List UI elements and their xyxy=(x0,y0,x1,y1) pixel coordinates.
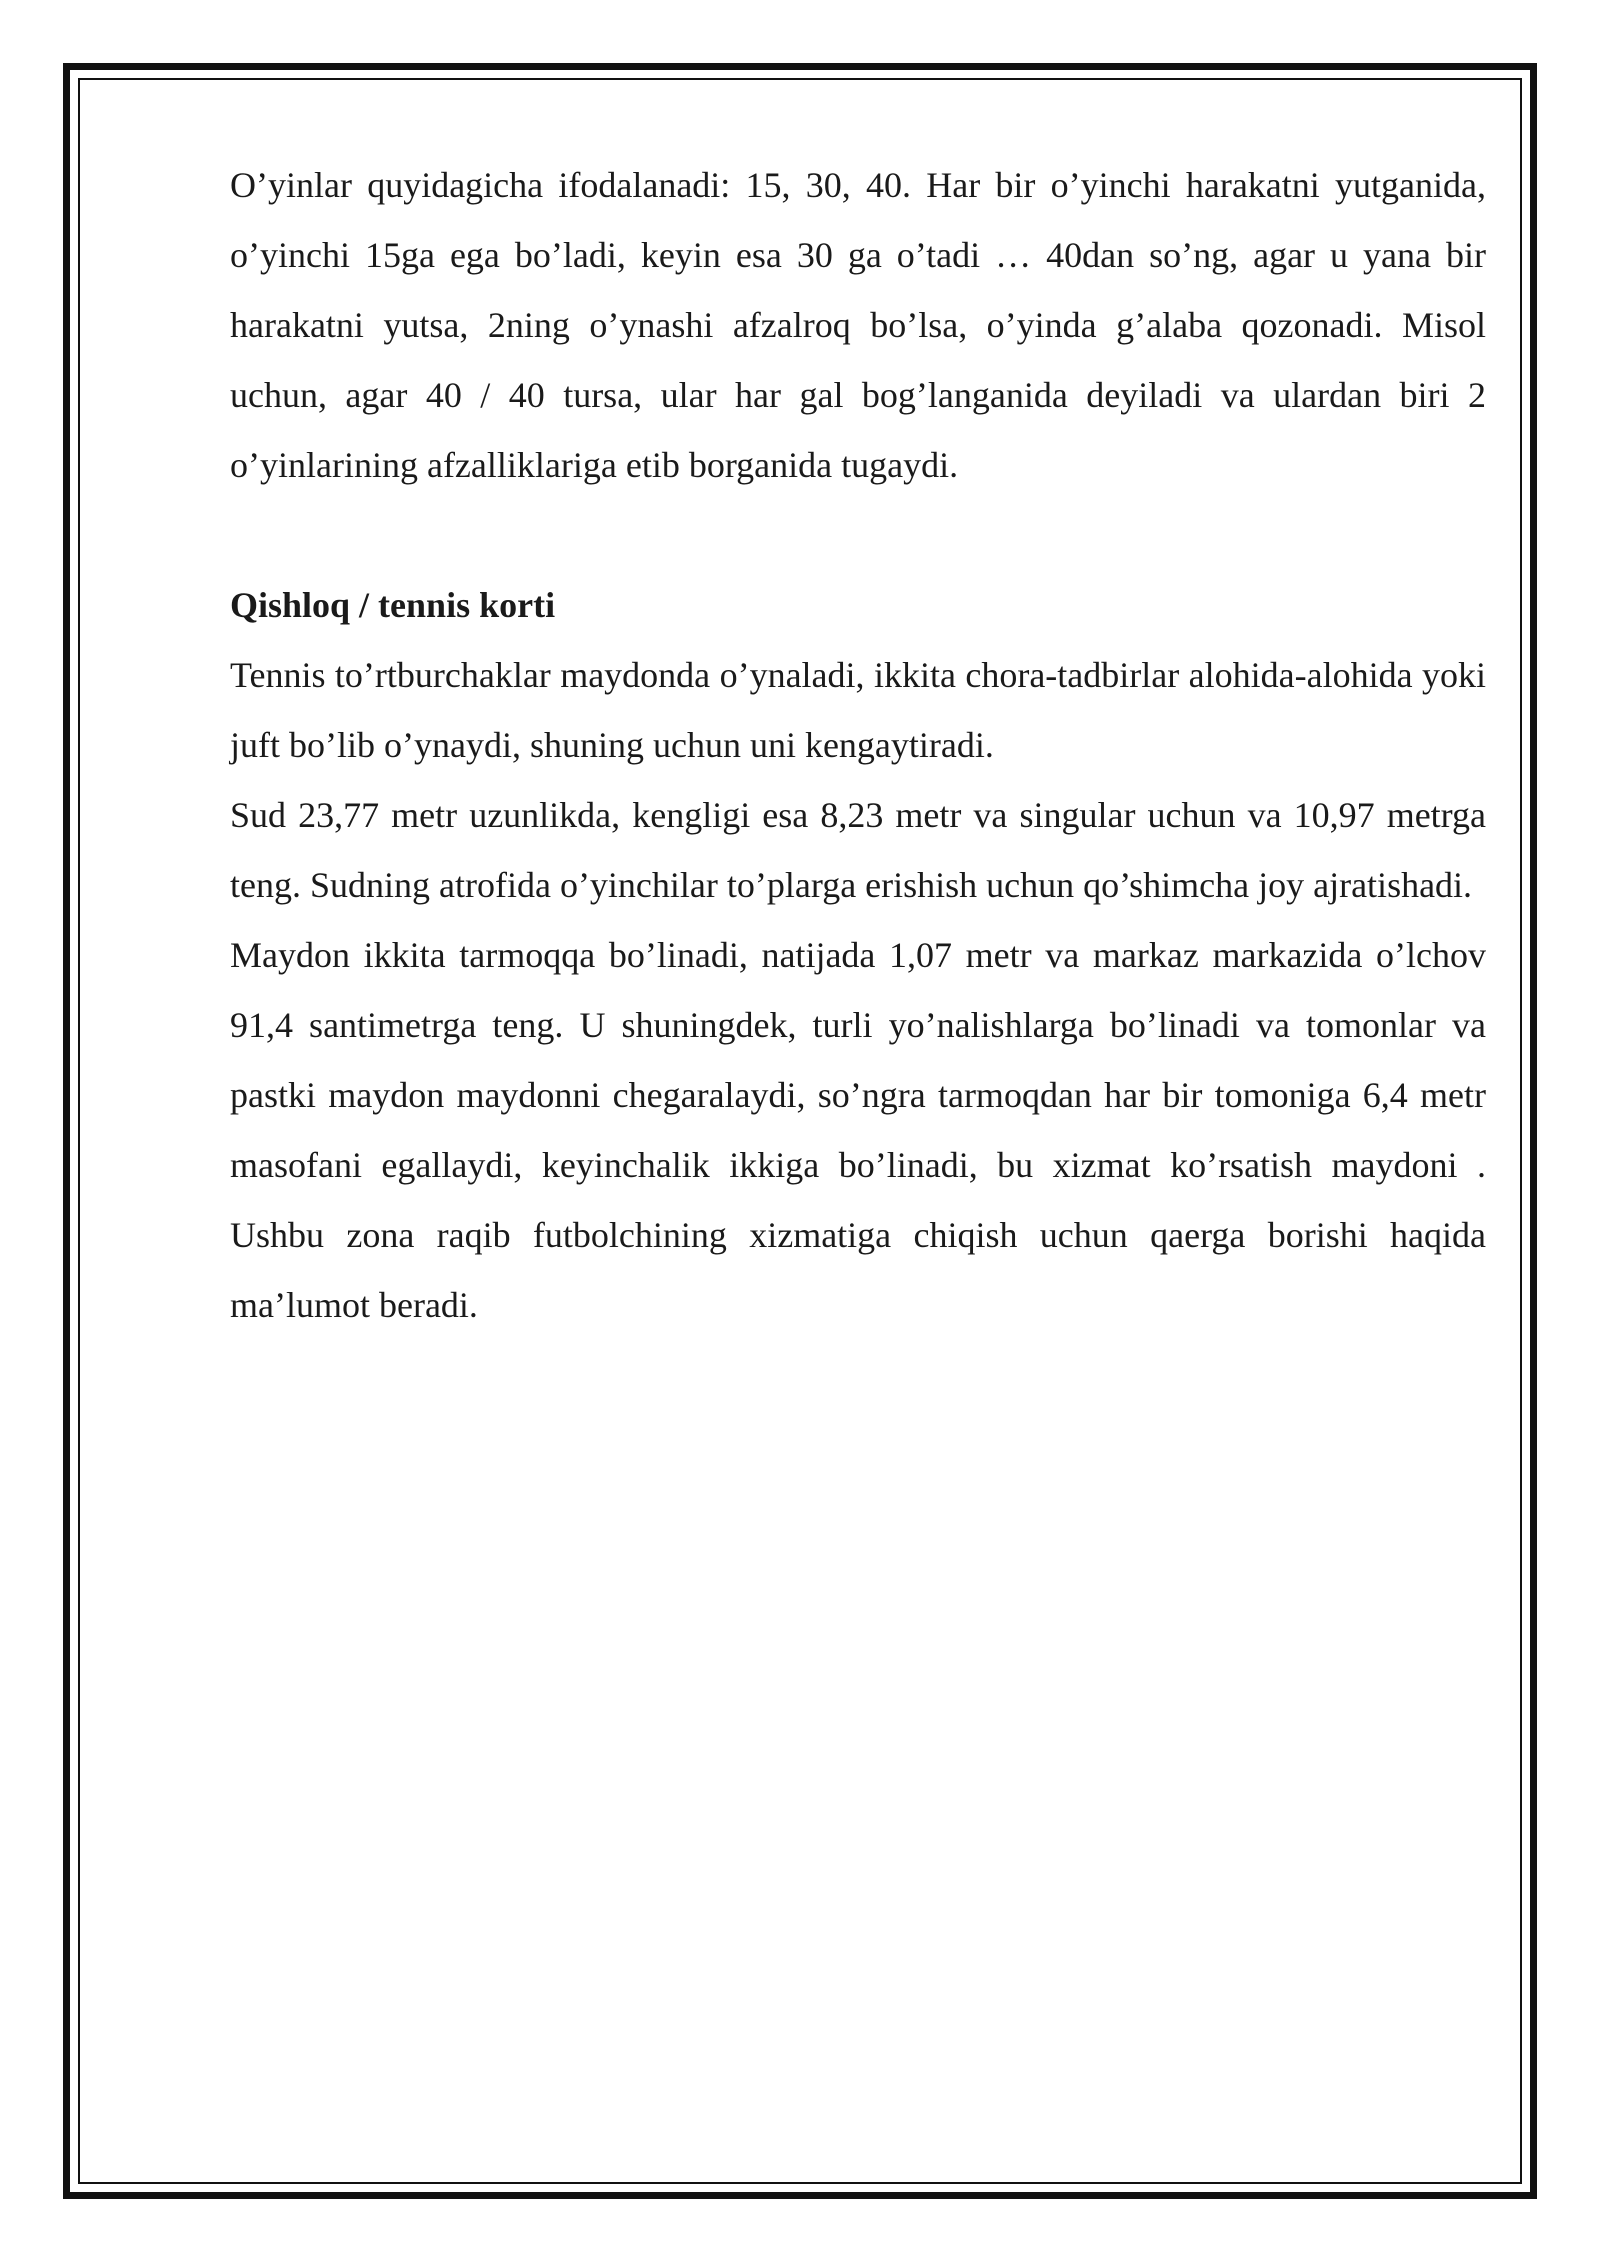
paragraph-dimensions: Sud 23,77 metr uzunlikda, kengligi esa 8,23 metr va singular uchun va 10,97 metrga teng. Sudning atrofida o’yinchilar to’plarga erishish uchun qo’shimcha joy ajratishadi. xyxy=(230,795,1486,905)
paragraph-spacer xyxy=(230,500,1486,570)
paragraph-intro: Tennis to’rtburchaklar maydonda o’ynaladi, ikkita chora-tadbirlar alohida-alohida yoki juft bo’lib o’ynaydi, shuning uchun uni kengaytiradi. xyxy=(230,655,1486,765)
paragraph-net: Maydon ikkita tarmoqqa bo’linadi, natijada 1,07 metr va markaz markazida o’lchov 91,4 santimetrga teng. U shuningdek, turli yo’nalishlarga bo’linadi va tomonlar va pastki maydon maydonni chegaralaydi, so’ngra tarmoqdan har bir tomoniga 6,4 metr masofani egallaydi, keyinchalik ikkiga bo’linadi, bu xizmat ko’rsatish maydoni . Ushbu zona raqib futbolchining xizmatiga chiqish uchun qaerga borishi haqida ma’lumot beradi. xyxy=(230,935,1486,1325)
section-heading: Qishloq / tennis korti xyxy=(230,585,556,625)
document-body xyxy=(230,150,1486,1340)
paragraph-scoring: O’yinlar quyidagicha ifodalanadi: 15, 30, 40. Har bir o’yinchi harakatni yutganida, o’yinchi 15ga ega bo’ladi, keyin esa 30 ga o’tadi … 40dan so’ng, agar u yana bir harakatni yutsa, 2ning o’ynashi afzalroq bo’lsa, o’yinda g’alaba qozonadi. Misol uchun, agar 40 / 40 tursa, ular har gal bog’langanida deyiladi va ulardan biri 2 o’yinlarining afzalliklariga etib borganida tugaydi. xyxy=(230,165,1486,485)
